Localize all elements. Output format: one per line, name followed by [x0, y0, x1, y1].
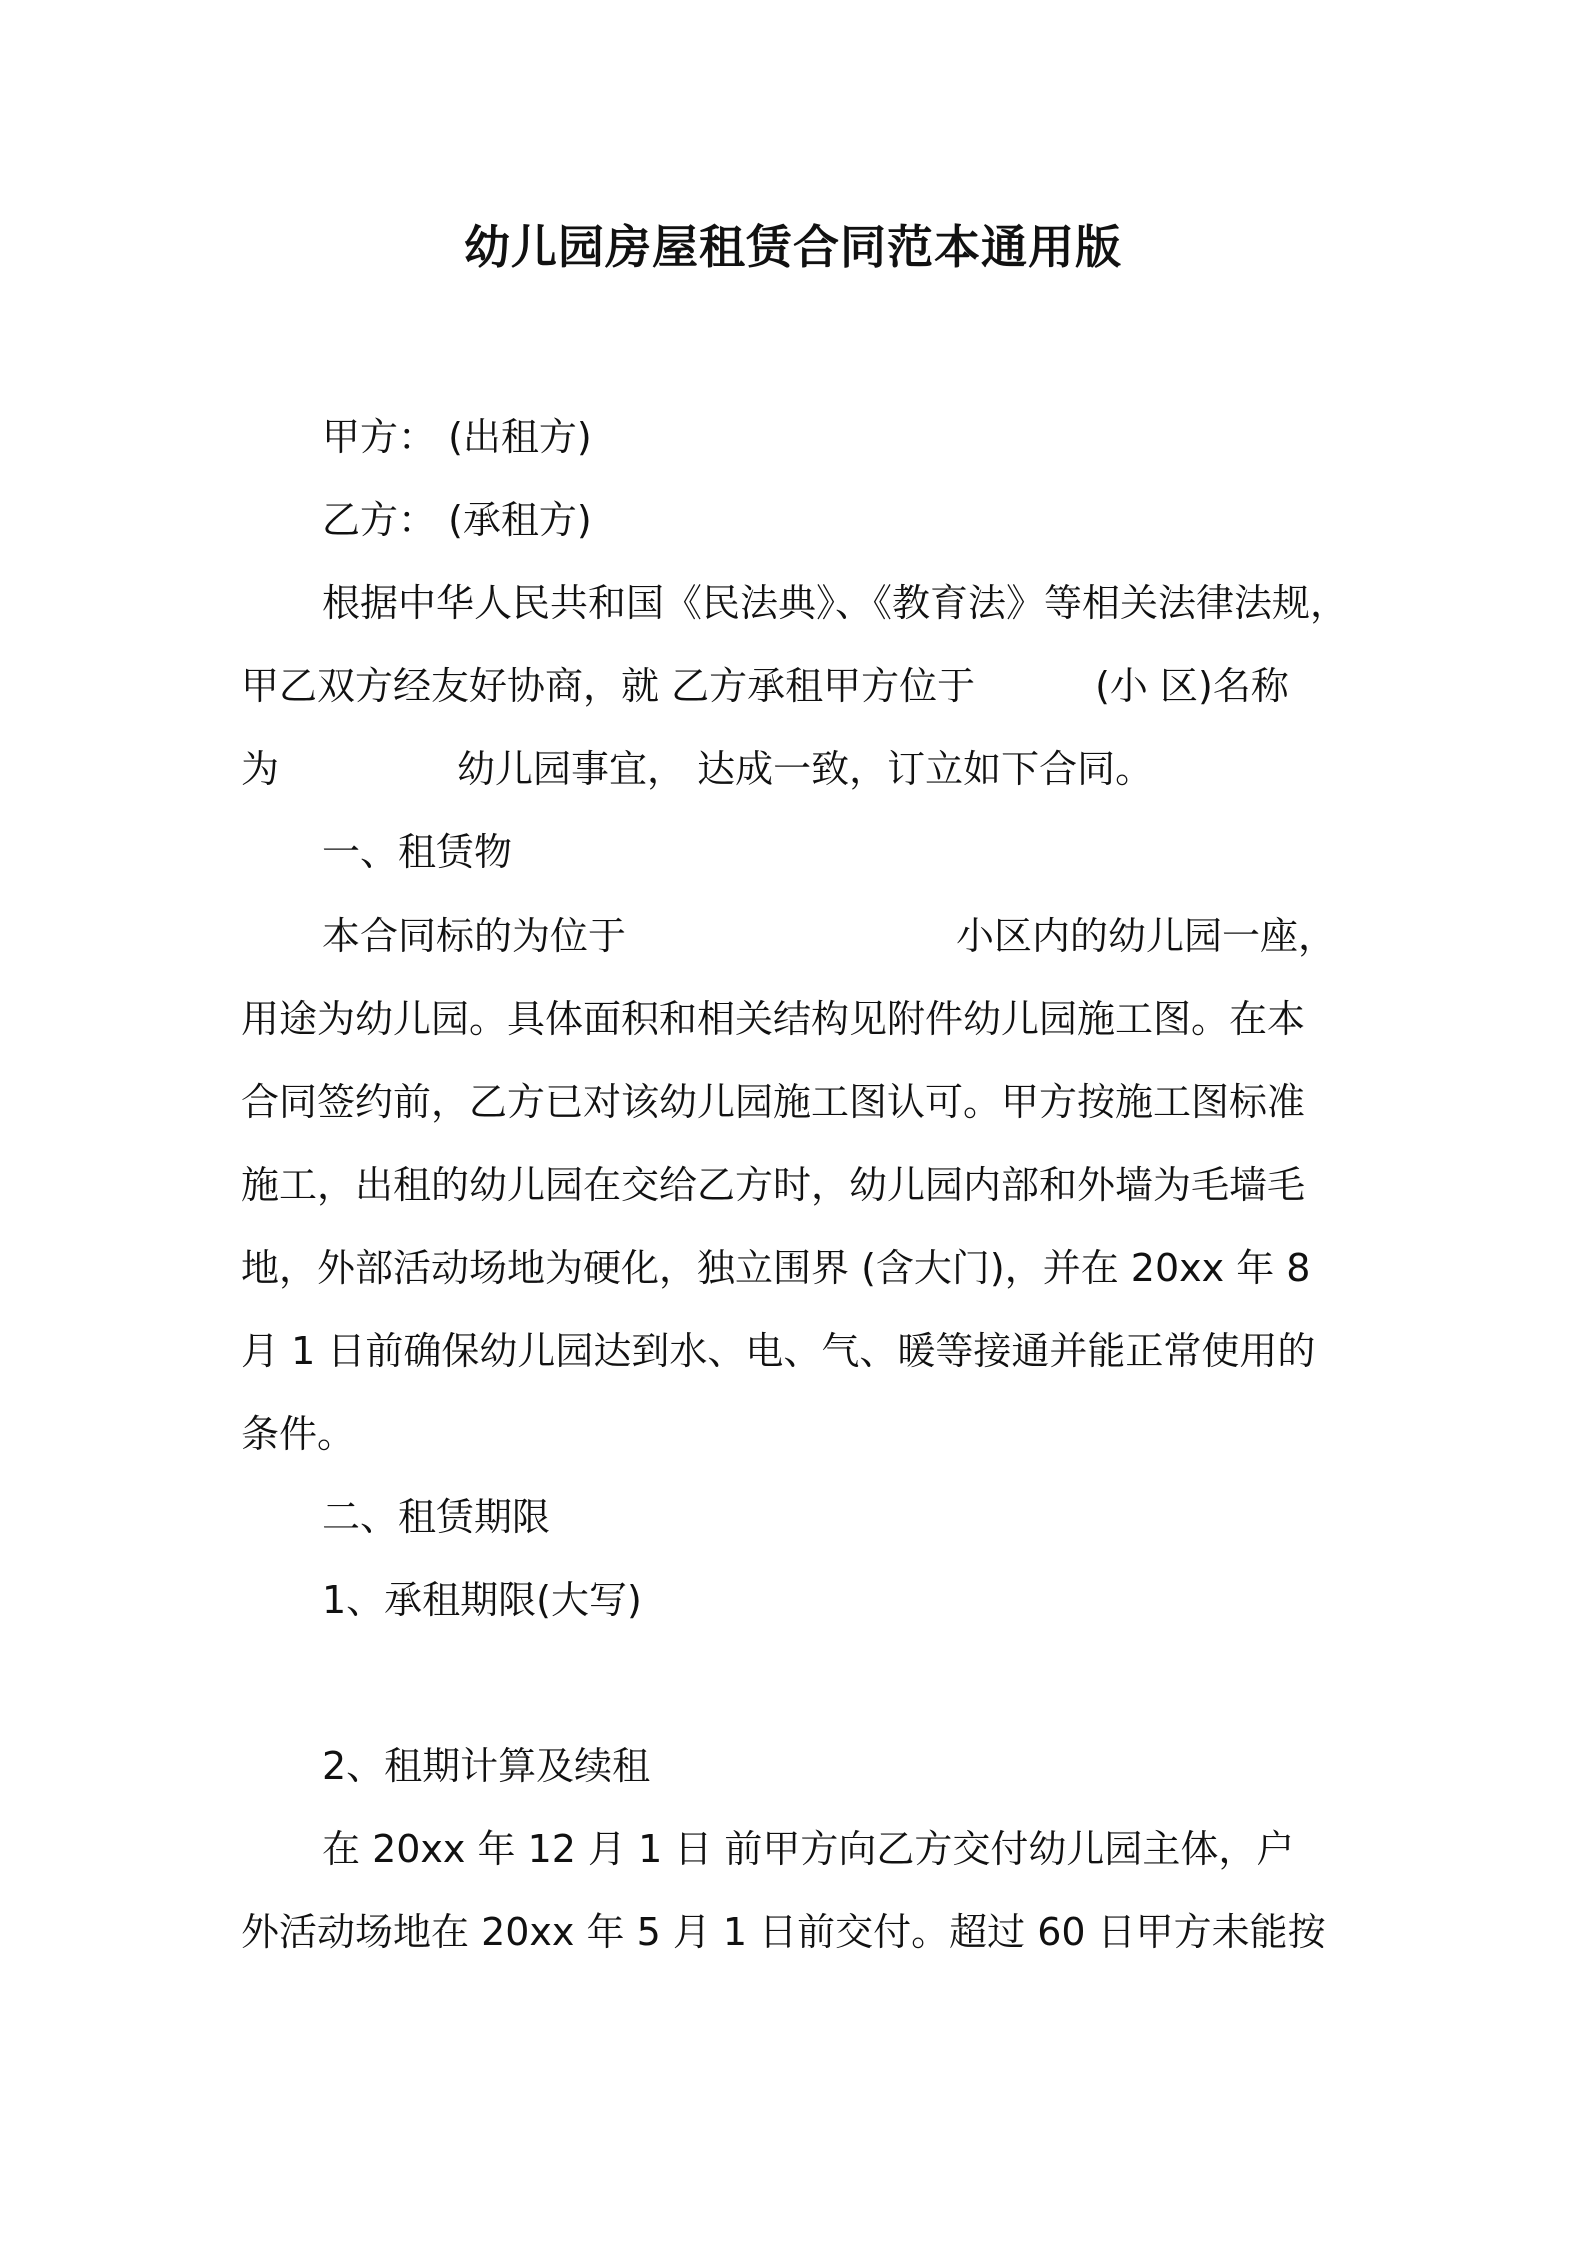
- paragraph-text: 合同签约前，乙方已对该幼儿园施工图认可。甲方按施工图标准: [241, 1080, 1306, 1124]
- paragraph-line: [241, 906, 1432, 966]
- paragraph-text: 幼儿园事宜， 达成一致，订立如下合同。: [457, 747, 1154, 791]
- subsection-heading: [241, 1736, 1432, 1796]
- paragraph-line: [241, 1902, 1351, 1962]
- paragraph-text: 小区内的幼儿园一座，: [956, 914, 1337, 958]
- document-title: 幼儿园房屋租赁合同范本通用版: [464, 220, 1122, 274]
- paragraph-text: (小 区)名称: [1095, 664, 1289, 708]
- paragraph-text: 在 20xx 年 12 月 1 日 前甲方向乙方交付幼儿园主体，户: [322, 1827, 1295, 1871]
- paragraph-line: [241, 656, 1351, 716]
- paragraph-line: [241, 739, 1351, 799]
- paragraph-text: 地，外部活动场地为硬化，独立围界 (含大门)，并在 20xx 年 8: [241, 1246, 1311, 1290]
- party-a-line: [241, 407, 1432, 467]
- section-heading: [241, 1487, 1432, 1547]
- section-heading-text: 一、租赁物: [322, 830, 513, 874]
- subsection-heading: [241, 1570, 1432, 1630]
- party-a-text: 甲方： (出租方): [322, 415, 592, 459]
- paragraph-line: [241, 1819, 1432, 1879]
- paragraph-line: [241, 989, 1351, 1049]
- paragraph-text: 条件。: [241, 1412, 356, 1456]
- paragraph-text: 用途为幼儿园。具体面积和相关结构见附件幼儿园施工图。在本: [241, 997, 1306, 1041]
- section-heading-text: 二、租赁期限: [322, 1495, 551, 1539]
- paragraph-line: [241, 1238, 1351, 1298]
- paragraph-line: [241, 573, 1432, 633]
- paragraph-line: [241, 1155, 1351, 1215]
- party-b-text: 乙方： (承租方): [322, 498, 592, 542]
- paragraph-text: 施工，出租的幼儿园在交给乙方时，幼儿园内部和外墙为毛墙毛: [241, 1163, 1306, 1207]
- paragraph-line: [241, 1404, 1351, 1464]
- subsection-heading-text: 2、租期计算及续租: [322, 1744, 651, 1788]
- paragraph-line: [241, 1072, 1351, 1132]
- subsection-heading-text: 1、承租期限(大写): [322, 1578, 642, 1622]
- paragraph-text: 本合同标的为位于: [322, 914, 627, 958]
- paragraph-text: 月 1 日前确保幼儿园达到水、电、气、暖等接通并能正常使用的: [241, 1329, 1316, 1373]
- section-heading: [241, 822, 1432, 882]
- paragraph-line: [241, 1321, 1351, 1381]
- paragraph-text: 根据中华人民共和国《民法典》、《教育法》等相关法律法规，: [322, 581, 1349, 625]
- paragraph-text: 甲乙双方经友好协商，就 乙方承租甲方位于: [241, 664, 976, 708]
- paragraph-text: 为: [241, 747, 280, 791]
- paragraph-text: 外活动场地在 20xx 年 5 月 1 日前交付。超过 60 日甲方未能按: [241, 1910, 1326, 1954]
- party-b-line: [241, 490, 1432, 550]
